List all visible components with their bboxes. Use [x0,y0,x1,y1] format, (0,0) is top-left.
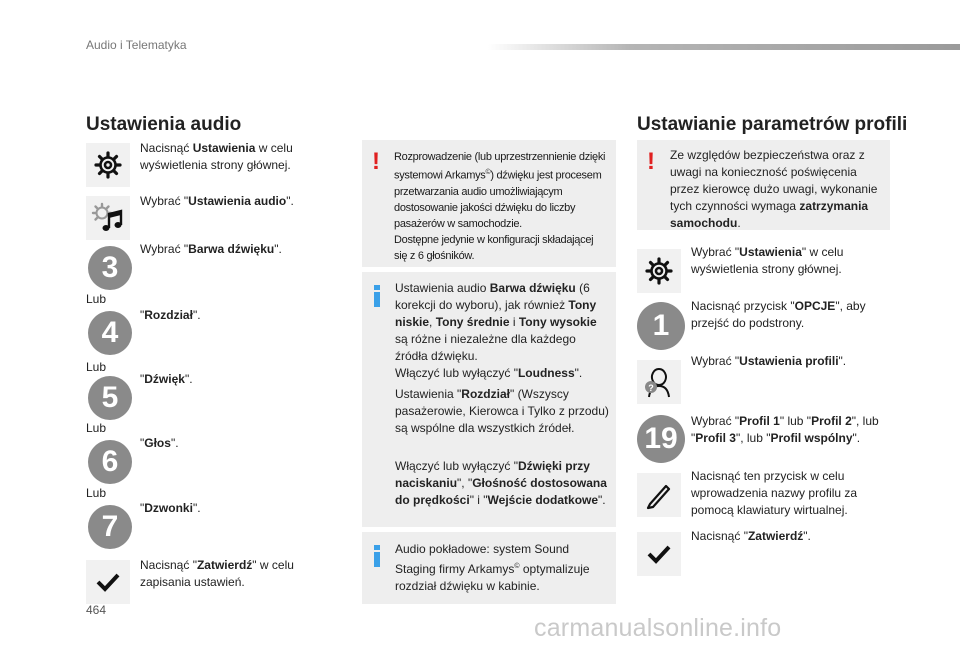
confirm-checkmark-icon [86,560,130,604]
confirm-checkmark-icon [637,532,681,576]
or-label: Lub [86,292,107,306]
left-step-7: "Dzwonki". [140,501,201,515]
settings-gear-icon [86,143,130,187]
right-step-5: Nacisnąć ten przycisk w celu wprowadzenia nazwy profilu za pomocą klawiatury wirtualnej. [691,469,858,517]
warning-box [362,140,616,267]
step-number-4: 4 [88,311,132,355]
safety-warning-text: Ze względów bezpieczeństwa oraz z uwagi na konieczność poświęcenia przez kierowcę dużo uwagi, wykonanie tych czynności wymaga zatrzymania samochodu. [670,148,878,230]
right-step-2: Nacisnąć przycisk "OPCJE", aby przejść do podstrony. [691,299,866,330]
info-text-4: Audio pokładowe: system Sound Staging firmy Arkamys© optymalizuje rozdział dźwięku w kabinie. [395,542,590,593]
info-icon [374,545,380,567]
header-rule [488,44,960,50]
or-label: Lub [86,360,107,374]
or-label: Lub [86,486,107,500]
step-number-1: 1 [637,302,685,350]
info-icon [374,285,380,307]
warning-text: Rozprowadzenie (lub uprzestrzennienie dzięki systemowi Arkamys©) dźwięku jest procesem przetwarzania audio umożliwiającym dostosowanie jakości dźwięku do liczby pasażerów w samochodzie. Dostępne jedynie w konfiguracji składającej się z 6 głośników. [394,151,606,262]
warning-exclamation-icon: ! [647,148,655,175]
left-step-2: Wybrać "Ustawienia audio". [140,194,294,208]
right-step-4: Wybrać "Profil 1" lub "Profil 2", lub "Profil 3", lub "Profil wspólny". [691,414,879,445]
step-number-7: 7 [88,505,132,549]
step-number-3: 3 [88,246,132,290]
right-section-title: Ustawianie parametrów profili [637,114,908,135]
left-section-title: Ustawienia audio [86,114,242,135]
safety-warning-box [637,140,890,230]
left-step-6: "Głos". [140,436,179,450]
info-text-2: Ustawienia "Rozdział" (Wszyscy pasażerowie, Kierowca i Tylko z przodu) są wspólne dla wszystkich źródeł. [395,387,609,435]
page-number: 464 [86,603,107,617]
left-step-5: "Dźwięk". [140,372,193,386]
settings-gear-icon [637,249,681,293]
or-label: Lub [86,421,107,435]
audio-settings-icon [86,196,130,240]
info-box-sound-staging [362,532,616,604]
header-title: Audio i Telematyka [86,38,187,52]
info-text-3: Włączyć lub wyłączyć "Dźwięki przy naciskaniu", "Głośność dostosowana do prędkości" i "Wejście dodatkowe". [395,459,607,507]
svg-text:?: ? [648,383,654,393]
step-number-5: 5 [88,376,132,420]
left-step-1: Nacisnąć Ustawienia w celu wyświetlenia strony głównej. [140,141,293,172]
step-number-6: 6 [88,440,132,484]
warning-exclamation-icon: ! [372,148,380,175]
right-step-6: Nacisnąć "Zatwierdź". [691,529,811,543]
profile-settings-icon [637,360,681,404]
right-step-3: Wybrać "Ustawienia profili". [691,354,847,368]
left-step-3: Wybrać "Barwa dźwięku". [140,242,282,256]
info-text-1: Ustawienia audio Barwa dźwięku (6 korekcji do wyboru), jak również Tony niskie, Tony średnie i Tony wysokie są różne i niezależne dla każdego źródła dźwięku. Włączyć lub wyłączyć "Loudness". [395,281,597,380]
right-step-1: Wybrać "Ustawienia" w celu wyświetlenia strony głównej. [691,245,844,276]
watermark: carmanualsonline.info [534,614,782,642]
step-number-19: 19 [637,415,685,463]
left-step-8: Nacisnąć "Zatwierdź" w celu zapisania ustawień. [140,558,294,589]
edit-pencil-icon [637,473,681,517]
left-step-4: "Rozdział". [140,308,201,322]
info-box-audio [362,272,616,527]
